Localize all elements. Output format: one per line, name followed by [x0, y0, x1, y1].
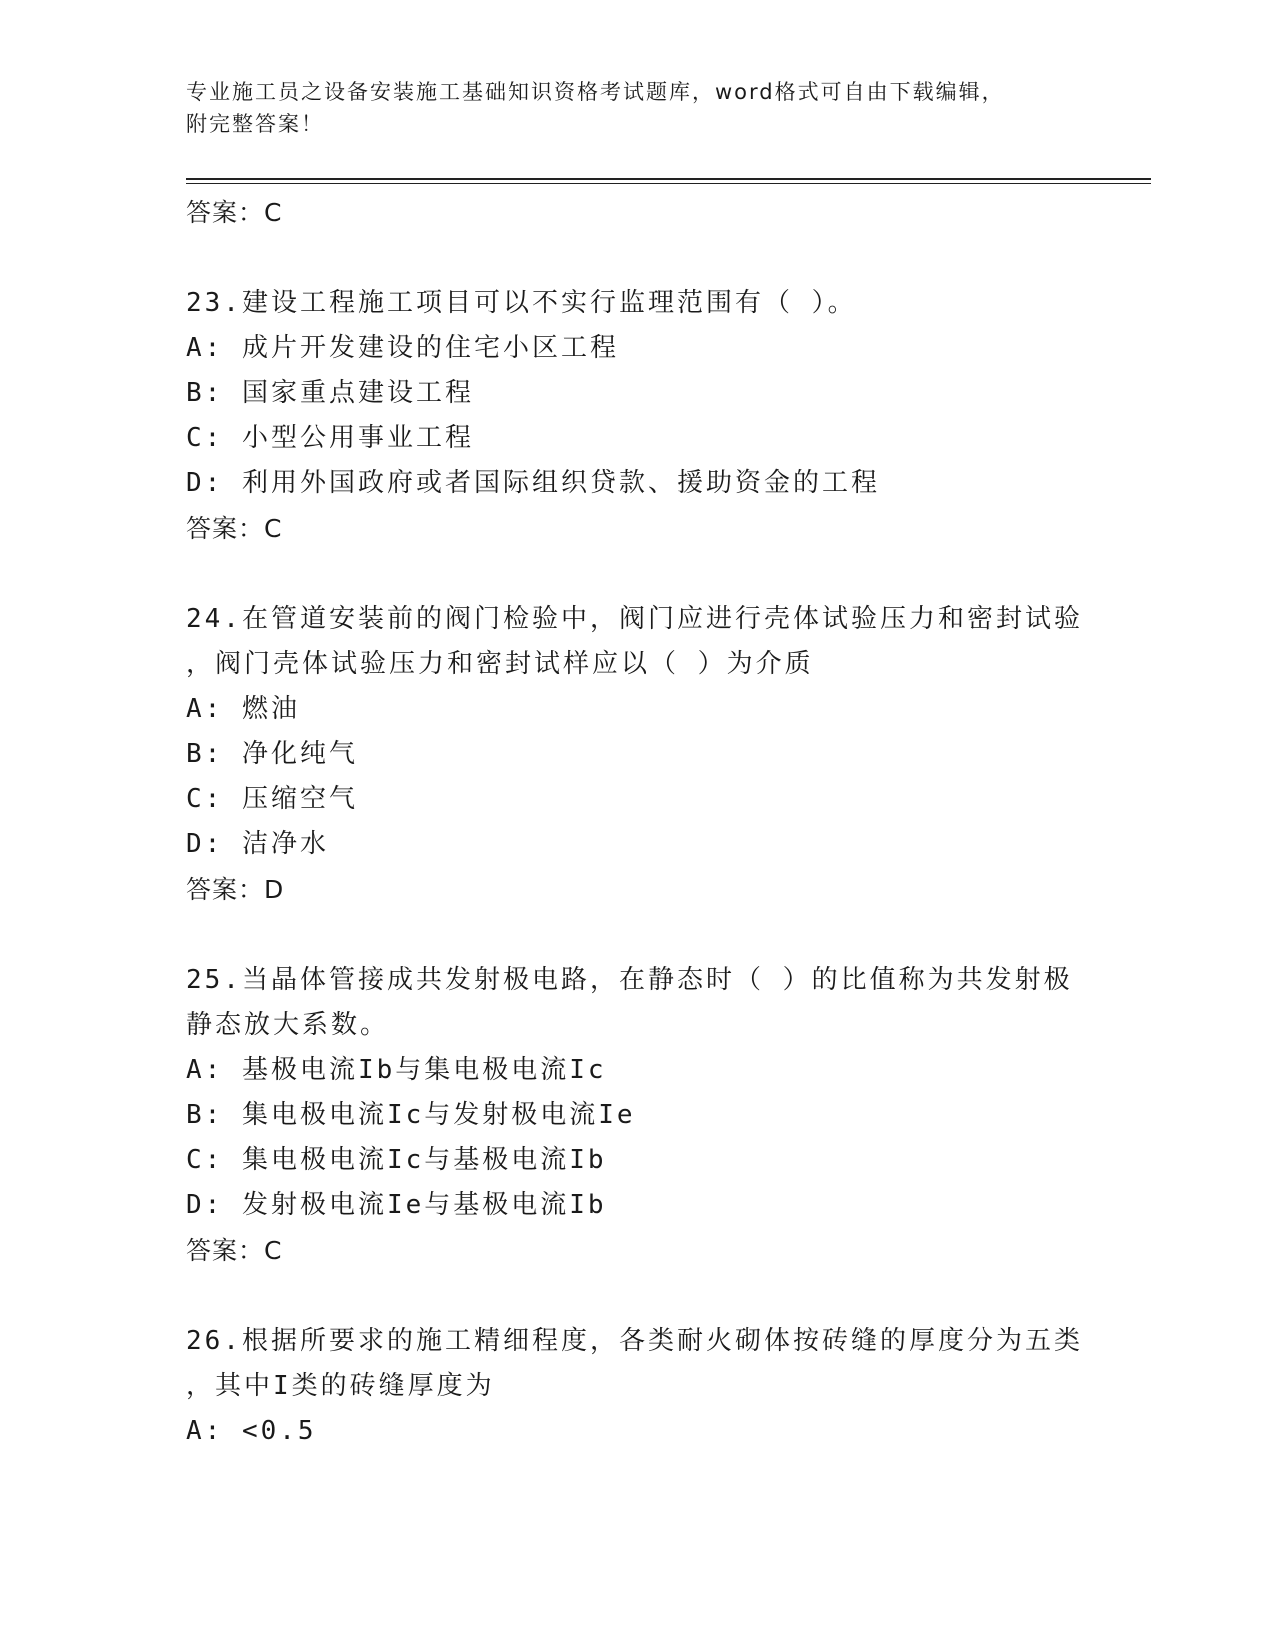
header-line-2: 附完整答案！ [186, 112, 324, 136]
header-divider [186, 178, 1151, 180]
answer-label: 答案：C [186, 198, 283, 227]
option-a: A: 燃油 [186, 694, 300, 724]
question-text-continued: 静态放大系数。 [186, 1010, 390, 1040]
option-c: C: 集电极电流Ic与基极电流Ib [186, 1145, 607, 1175]
option-b: B: 净化纯气 [186, 739, 358, 769]
question-text: 26.根据所要求的施工精细程度，各类耐火砌体按砖缝的厚度分为五类 [186, 1326, 1083, 1356]
option-a: A: 成片开发建设的住宅小区工程 [186, 333, 619, 363]
option-c: C: 小型公用事业工程 [186, 423, 474, 453]
question-text-continued: ，阀门壳体试验压力和密封试样应以（ ）为介质 [186, 649, 814, 679]
header-divider-thin [186, 183, 1151, 184]
option-c: C: 压缩空气 [186, 784, 358, 814]
option-b: B: 国家重点建设工程 [186, 378, 474, 408]
option-d: D: 洁净水 [186, 829, 329, 859]
option-d: D: 利用外国政府或者国际组织贷款、援助资金的工程 [186, 468, 880, 498]
option-b: B: 集电极电流Ic与发射极电流Ie [186, 1100, 636, 1130]
question-text: 24.在管道安装前的阀门检验中，阀门应进行壳体试验压力和密封试验 [186, 604, 1083, 634]
question-block [186, 1319, 1146, 1454]
question-text: 25.当晶体管接成共发射极电路，在静态时（ ）的比值称为共发射极 [186, 965, 1073, 995]
option-d: D: 发射极电流Ie与基极电流Ib [186, 1190, 607, 1220]
question-text: 23.建设工程施工项目可以不实行监理范围有（ ）。 [186, 288, 857, 318]
question-text-continued: ，其中I类的砖缝厚度为 [186, 1371, 495, 1401]
question-block [186, 597, 1146, 912]
document-header [186, 76, 1086, 140]
header-line-1: 专业施工员之设备安装施工基础知识资格考试题库，word格式可自由下载编辑， [186, 80, 1005, 104]
question-block [186, 281, 1146, 551]
answer-label: 答案：C [186, 514, 283, 543]
answer-label: 答案：D [186, 875, 285, 904]
option-a: A: <0.5 [186, 1416, 317, 1446]
question-block [186, 958, 1146, 1273]
option-a: A: 基极电流Ib与集电极电流Ic [186, 1055, 607, 1085]
question-list [186, 190, 1146, 1454]
answer-label: 答案：C [186, 1236, 283, 1265]
